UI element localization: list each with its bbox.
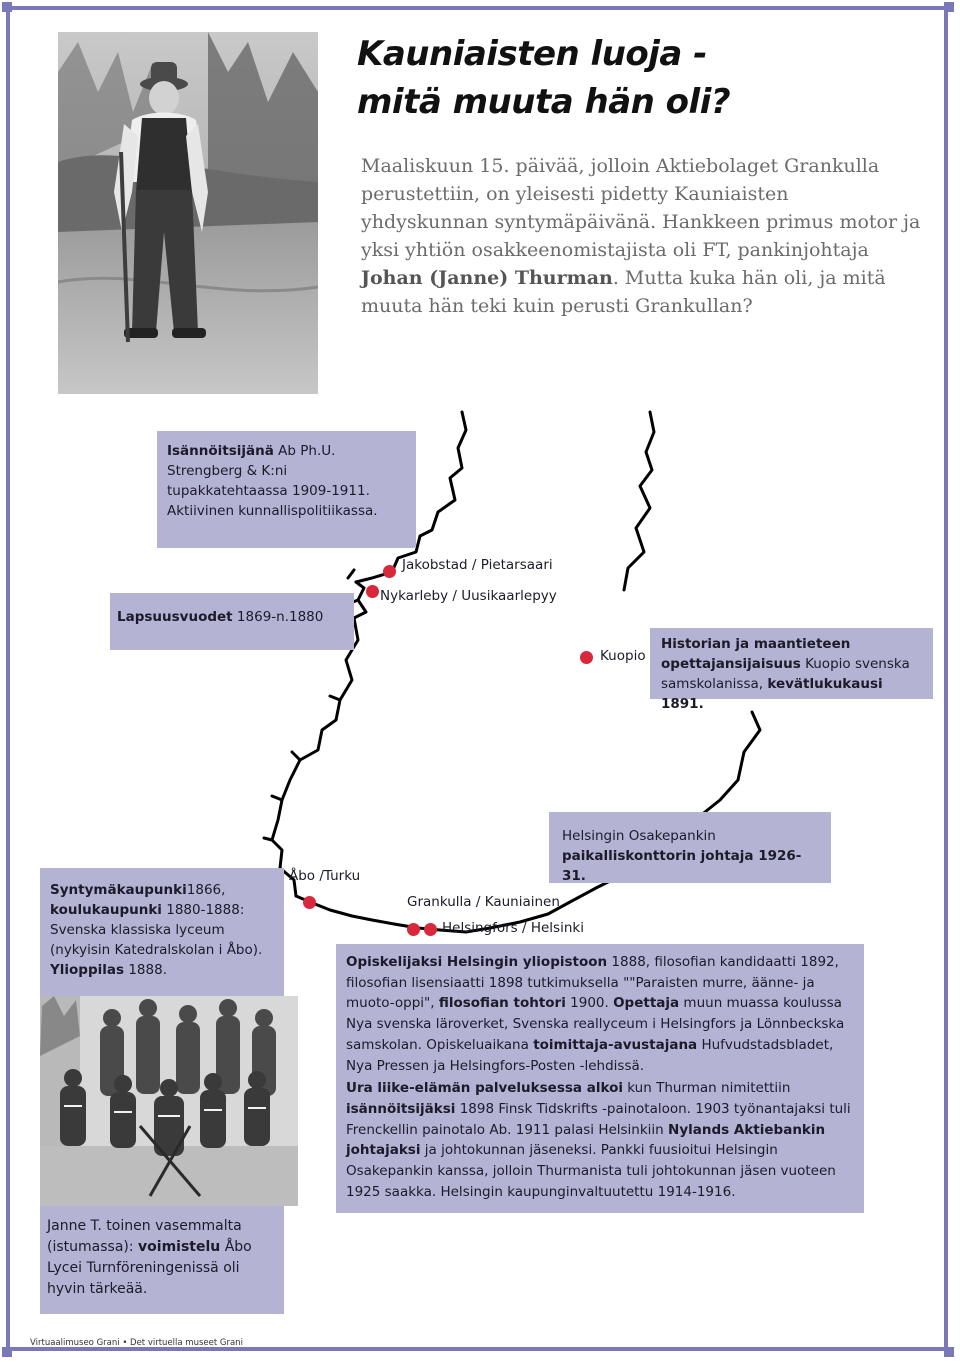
opiskelu-t2: 1900. [565, 995, 614, 1012]
opiskelu-t7: ja johtokunnan jäseneksi. Pankki fuusioitui Helsingin Osakepankin kanssa, jolloin Thurmanista tuli johtokunnan jäsen vuoteen 1925 saakka. Helsingin kaupunginvaltuutettu 1914-1916. [346, 1142, 836, 1200]
map-label-kuopio: Kuopio [600, 648, 646, 664]
group-photo [40, 996, 298, 1206]
intro-name: Johan (Janne) Thurman [361, 267, 613, 289]
opiskelu-t4: Hufvudstadsbladet, Nya Pressen ja Helsingfors-Posten -lehdissä. [346, 1036, 834, 1074]
lapsuus-bold: Lapsuusvuodet [117, 609, 233, 625]
opiskelu-t5: kun Thurman nimitettiin [622, 1080, 791, 1097]
box-osakepankki [549, 812, 831, 883]
kuopio-bold-1: Historian ja maantieteen opettajansijaisuus [661, 636, 851, 672]
map-dot-kuopio[interactable] [580, 651, 593, 664]
map-label-grankulla: Grankulla / Kauniainen [407, 894, 560, 910]
box-caption [40, 1206, 284, 1314]
osakepankki-bold: paikalliskonttorin johtaja 1926-31. [562, 848, 802, 884]
map-dot-jakobstad[interactable] [383, 565, 396, 578]
syntyma-bold-1: Syntymäkaupunki [50, 882, 187, 898]
osakepankki-text: Helsingin Osakepankin [562, 828, 716, 844]
syntyma-text-1: 1866, [186, 882, 226, 898]
kuopio-bold-2: kevätlukukausi 1891. [661, 676, 883, 712]
syntyma-bold-3: Ylioppilas [50, 962, 125, 978]
box-isannoitsija [157, 431, 416, 548]
caption-text-1: Janne T. toinen vasemmalta (istumassa): [47, 1218, 242, 1255]
intro-text-1: Maaliskuun 15. päivää, jolloin Aktiebolaget Grankulla perustettiin, on yleisesti pidetty Kauniaisten yhdyskunnan syntymäpäivänä. Hankkeen primus motor ja yksi yhtiön osakkeenomistajista oli FT, pankinjohtaja [361, 155, 921, 261]
map-dot-helsingfors[interactable] [424, 923, 437, 936]
map-dot-grankulla[interactable] [407, 923, 420, 936]
map-label-abo: Åbo /Turku [289, 868, 361, 884]
map-label-jakobstad: Jakobstad / Pietarsaari [402, 557, 553, 573]
opiskelu-t1: 1888, filosofian kandidaatti 1892, filosofian lisensiaatti 1898 tutkimuksella ""Paraisten murre, äänne- ja muoto-oppi", [346, 954, 839, 1012]
box-kuopio [650, 628, 933, 712]
map-dot-nykarleby[interactable] [366, 585, 379, 598]
map-dot-abo[interactable] [303, 896, 316, 909]
caption-bold: voimistelu [138, 1239, 221, 1255]
opiskelu-t3: muun muassa koulussa Nya svenska läroverket, Svenska reallyceum i Helsingfors ja Lönnbeckska samskolan. Opiskeluaikana [346, 995, 845, 1053]
opiskelu-b6: isännöitsijäksi [346, 1100, 456, 1117]
box-syntyma [40, 868, 284, 996]
opiskelu-paragraph-1 [346, 952, 854, 1076]
title-line-1: Kauniaisten luoja - [357, 34, 707, 74]
isannoitsija-text: Ab Ph.U. Strengberg & K:ni tupakkatehtaassa 1909-1911. Aktiivinen kunnallispolitiikassa. [167, 443, 378, 519]
opiskelu-t6: 1898 Finsk Tidskrifts -painotaloon. 1903 työnantajaksi tuli Frenckellin painotalo Ab. 1911 palasi Helsinkiin [346, 1100, 851, 1138]
syntyma-bold-2: koulukaupunki [50, 902, 162, 918]
box-opiskelu [336, 944, 864, 1213]
opiskelu-paragraph-2 [346, 1078, 854, 1202]
map-label-helsingfors: Helsingfors / Helsinki [442, 920, 584, 936]
lapsuus-text: 1869-n.1880 [232, 609, 324, 625]
opiskelu-b3: Opettaja [613, 995, 680, 1012]
opiskelu-b2: filosofian tohtori [438, 995, 566, 1012]
syntyma-text-2: 1880-1888: Svenska klassiska lyceum (nykyisin Katedralskolan i Åbo). [50, 902, 263, 958]
kuopio-text: Kuopio svenska samskolanissa, [661, 656, 910, 692]
footer-credit: Virtuaalimuseo Grani • Det virtuella museet Grani [30, 1338, 243, 1348]
opiskelu-b4: toimittaja-avustajana [533, 1036, 698, 1053]
isannoitsija-bold: Isännöitsijänä [167, 443, 274, 459]
opiskelu-b1: Opiskelijaksi Helsingin yliopistoon [346, 954, 608, 970]
opiskelu-b5: Ura liike-elämän palveluksessa alkoi [346, 1080, 623, 1097]
box-lapsuus [110, 593, 354, 650]
map-label-nykarleby: Nykarleby / Uusikaarlepyy [380, 588, 557, 604]
intro-text-2: . Mutta kuka hän oli, ja mitä muuta hän teki kuin perusti Grankullan? [361, 267, 886, 317]
opiskelu-b7: Nylands Aktiebankin johtajaksi [346, 1121, 826, 1159]
title-line-2: mitä muuta hän oli? [357, 82, 731, 122]
syntyma-text-3: 1888. [124, 962, 167, 978]
caption-text-2: Åbo Lycei Turnföreningenissä oli hyvin tärkeää. [47, 1239, 252, 1297]
